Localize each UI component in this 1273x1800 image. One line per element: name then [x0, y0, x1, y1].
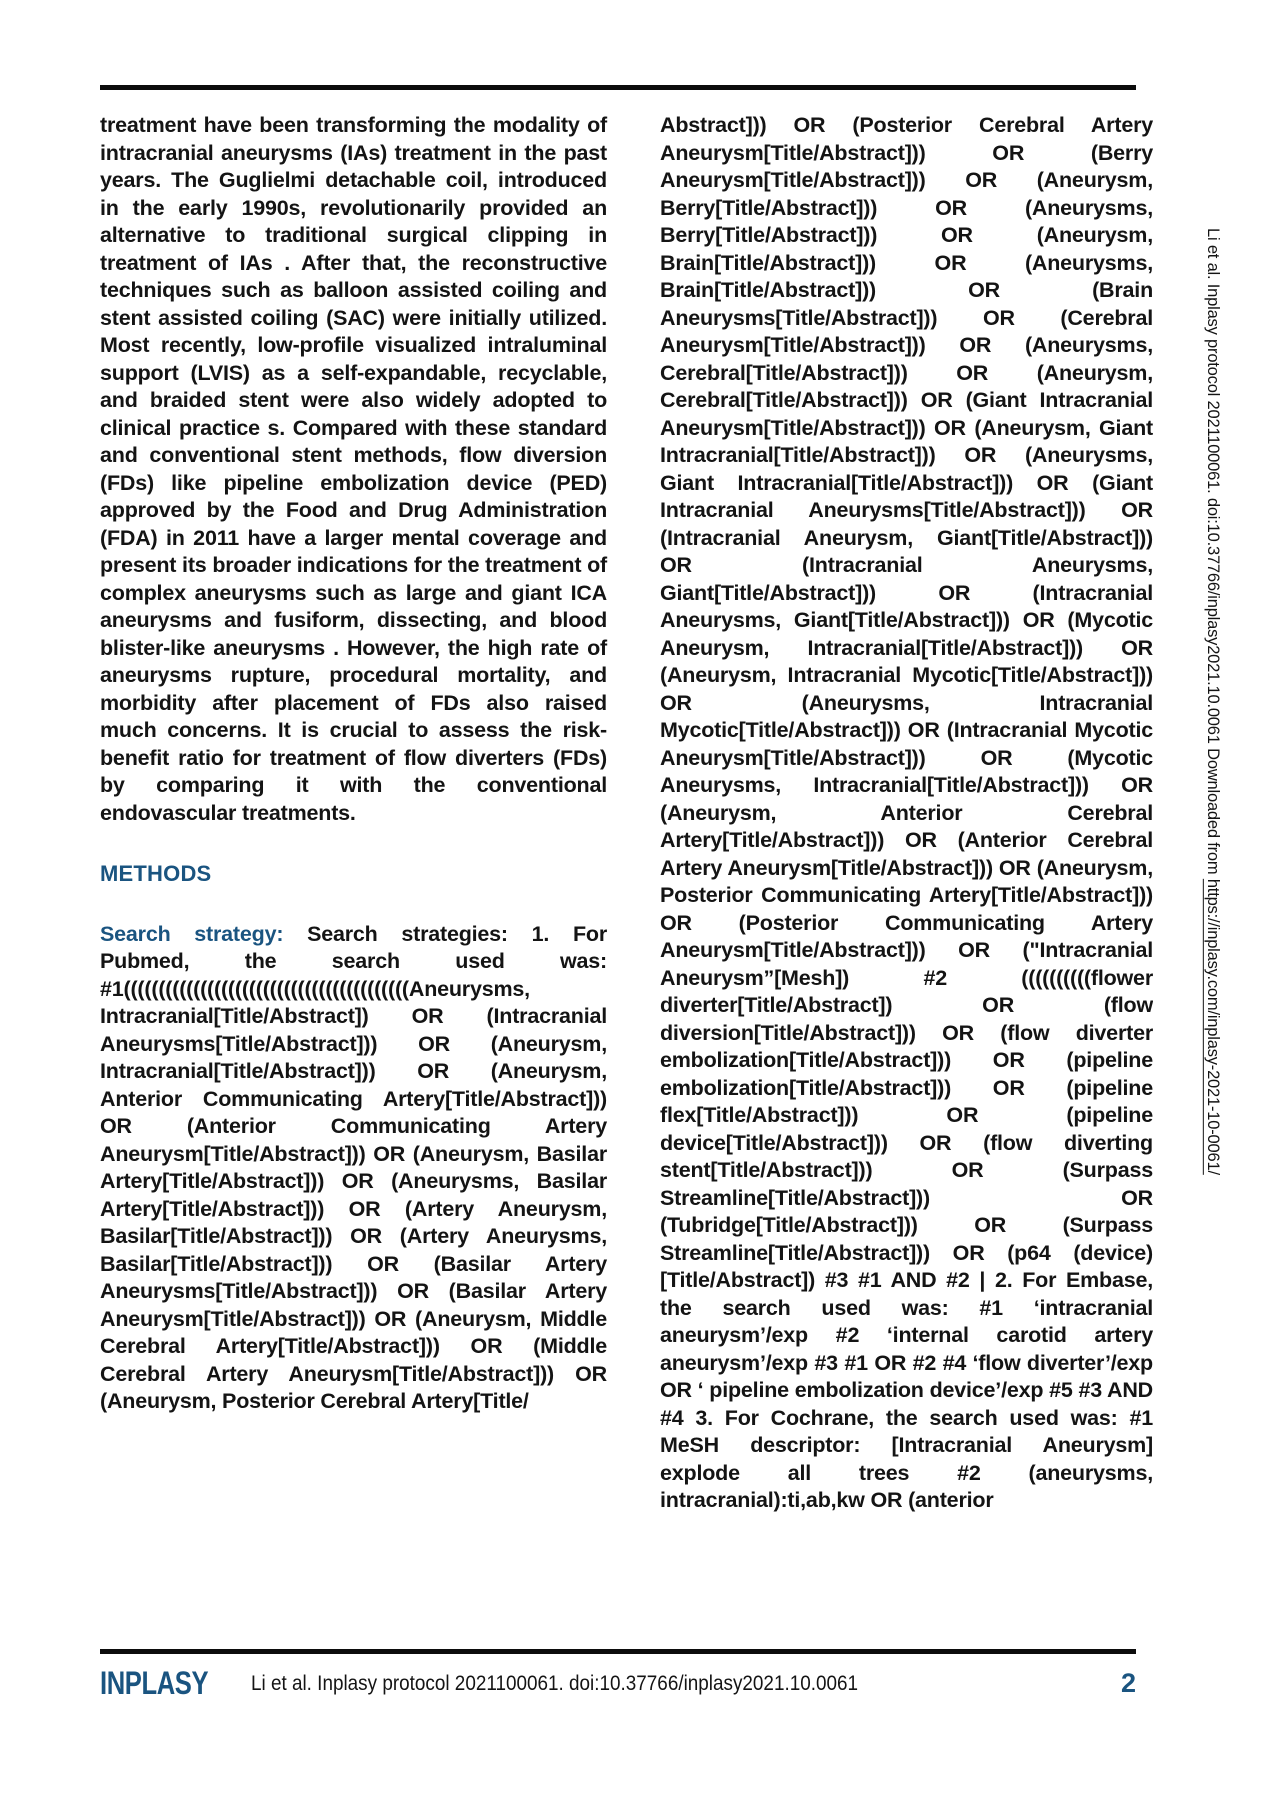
right-column [660, 112, 1153, 1646]
search-strategy-text: Search strategies: 1. For Pubmed, the search used was: #1(((((((((((((((((((((((((((((((((((((((((Aneurysms, Intracranial[Title/Abstract]) OR (Intracranial Aneurysms[Title/Abstract])) OR (Aneurysm, Intracranial[Title/Abstract])) OR (Aneurysm, Anterior Communicating Artery[Title/Abstract])) OR (Anterior Communicating Artery Aneurysm[Title/Abstract])) OR (Aneurysm, Basilar Artery[Title/Abstract])) OR (Aneurysms, Basilar Artery[Title/Abstract])) OR (Artery Aneurysm, Basilar[Title/Abstract])) OR (Artery Aneurysms, Basilar[Title/Abstract])) OR (Basilar Artery Aneurysms[Title/Abstract])) OR (Basilar Artery Aneurysm[Title/Abstract])) OR (Aneurysm, Middle Cerebral Artery[Title/Abstract])) OR (Middle Cerebral Artery Aneurysm[Title/Abstract])) OR (Aneurysm, Posterior Cerebral Artery[Title/ [100, 921, 607, 1413]
page-number: 2 [1120, 1668, 1136, 1698]
footer-rule [100, 1649, 1136, 1654]
search-strategy-paragraph [100, 921, 607, 1416]
methods-heading: METHODS [100, 861, 212, 886]
sidebar-citation-text: Li et al. Inplasy protocol 2021100061. doi:10.37766/inplasy2021.10.0061 Downloaded from [1204, 228, 1222, 879]
inplasy-logo: INPLASY [100, 1665, 209, 1701]
top-rule [100, 85, 1136, 90]
footer-citation: Li et al. Inplasy protocol 2021100061. doi:10.37766/inplasy2021.10.0061 [251, 1672, 859, 1695]
body-text [100, 112, 1153, 1646]
search-strategy-continuation: Abstract])) OR (Posterior Cerebral Artery Aneurysm[Title/Abstract])) OR (Berry Aneurysm[Title/Abstract])) OR (Aneurysm, Berry[Title/Abstract])) OR (Aneurysms, Berry[Title/Abstract])) OR (Aneurysm, Brain[Title/Abstract])) OR (Aneurysms, Brain[Title/Abstract])) OR (Brain Aneurysms[Title/Abstract])) OR (Cerebral Aneurysm[Title/Abstract])) OR (Aneurysms, Cerebral[Title/Abstract])) OR (Aneurysm, Cerebral[Title/Abstract])) OR (Giant Intracranial Aneurysm[Title/Abstract])) OR (Aneurysm, Giant Intracranial[Title/Abstract])) OR (Aneurysms, Giant Intracranial[Title/Abstract])) OR (Giant Intracranial Aneurysms[Title/Abstract])) OR (Intracranial Aneurysm, Giant[Title/Abstract])) OR (Intracranial Aneurysms, Giant[Title/Abstract])) OR (Intracranial Aneurysms, Giant[Title/Abstract])) OR (Mycotic Aneurysm, Intracranial[Title/Abstract])) OR (Aneurysm, Intracranial Mycotic[Title/Abstract])) OR (Aneurysms, Intracranial Mycotic[Title/Abstract])) OR (Intracranial Mycotic Aneurysm[Title/Abstract])) OR (Mycotic Aneurysms, Intracranial[Title/Abstract])) OR (Aneurysm, Anterior Cerebral Artery[Title/Abstract])) OR (Anterior Cerebral Artery Aneurysm[Title/Abstract])) OR (Aneurysm, Posterior Communicating Artery[Title/Abstract])) OR (Posterior Communicating Artery Aneurysm[Title/Abstract])) OR ("Intracranial Aneurysm”[Mesh]) #2 ((((((((((flower diverter[Title/Abstract]) OR (flow diversion[Title/Abstract])) OR (flow diverter embolization[Title/Abstract])) OR (pipeline embolization[Title/Abstract])) OR (pipeline flex[Title/Abstract])) OR (pipeline device[Title/Abstract])) OR (flow diverting stent[Title/Abstract])) OR (Surpass Streamline[Title/Abstract])) OR (Tubridge[Title/Abstract])) OR (Surpass Streamline[Title/Abstract])) OR (p64 (device)[Title/Abstract]) #3 #1 AND #2 | 2. For Embase, the search used was: #1 ‘intracranial aneurysm’/exp #2 ‘internal carotid artery aneurysm’/exp #3 #1 OR #2 #4 ‘flow diverter’/exp OR ‘ pipeline embolization device’/exp #5 #3 AND #4 3. For Cochrane, the search used was: #1 MeSH descriptor: [Intracranial Aneurysm] explode all trees #2 (aneurysms, intracranial):ti,ab,kw OR (anterior [660, 113, 1153, 1512]
intro-paragraph: treatment have been transforming the modality of intracranial aneurysms (IAs) treatment in the past years. The Guglielmi detachable coil, introduced in the early 1990s, revolutionarily provided an alternative to traditional surgical clipping in treatment of IAs . After that, the reconstructive techniques such as balloon assisted coiling and stent assisted coiling (SAC) were initially utilized. Most recently, low-profile visualized intraluminal support (LVIS) as a self-expandable, recyclable, and braided stent were also widely adopted to clinical practice s. Compared with these standard and conventional stent methods, flow diversion (FDs) like pipeline embolization device (PED) approved by the Food and Drug Administration (FDA) in 2011 have a larger mental coverage and present its broader indications for the treatment of complex aneurysms such as large and giant ICA aneurysms and fusiform, dissecting, and blood blister-like aneurysms . However, the high rate of aneurysms rupture, procedural mortality, and morbidity after placement of FDs also raised much concerns. It is crucial to assess the risk-benefit ratio for treatment of flow diverters (FDs) by comparing it with the conventional endovascular treatments. [100, 113, 607, 825]
search-strategy-label: Search strategy: [100, 921, 284, 946]
footer [100, 1666, 1136, 1700]
sidebar-download-link[interactable]: https://inplasy.com/inplasy-2021-10-0061/ [1204, 878, 1222, 1175]
sidebar-citation [1203, 228, 1222, 1548]
left-column [100, 112, 607, 1646]
